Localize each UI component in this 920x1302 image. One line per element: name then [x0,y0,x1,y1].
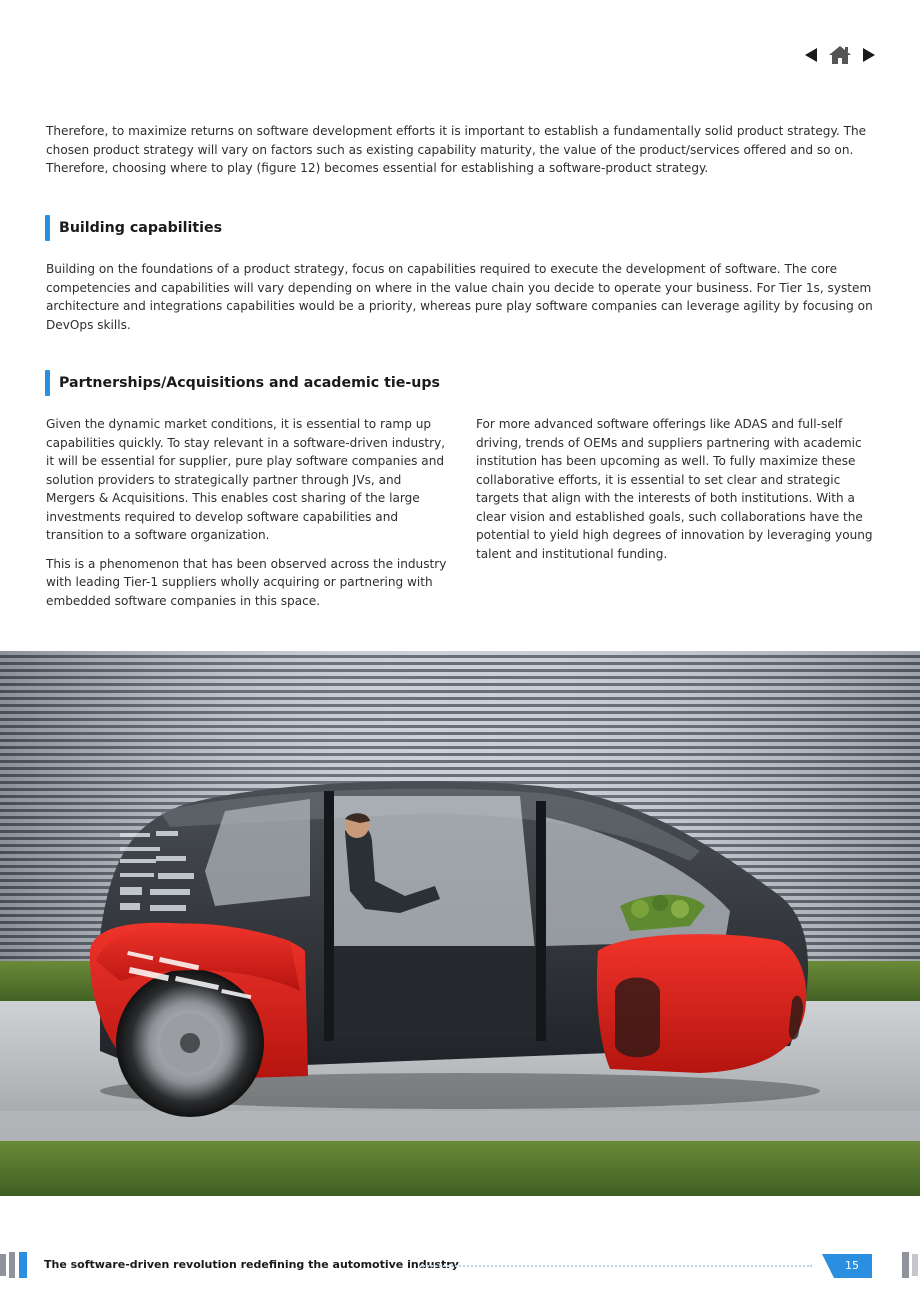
page-navigation [804,44,878,66]
building-paragraph: Building on the foundations of a product strategy, focus on capabilities required to execute the development of software. The core competencies and capabilities will vary depending on where in the value chain you decide to operate your business. For Tier 1s, system architecture and integrations capabilities would be a priority, whereas pure play software companies can leverage agility by focusing on DevOps skills. [46,262,873,332]
footer-title: The software-driven revolution redefining the automotive industry [44,1258,459,1271]
page-number-badge [822,1254,872,1278]
intro-paragraph: Therefore, to maximize returns on software development efforts it is important to establish a fundamentally solid product strategy. The chosen product strategy will vary on factors such as existing capability maturity, the value of the product/services offered and so on. Therefore, choosing where to play (figure 12) becomes essential for establishing a software-product strategy. [46,124,867,175]
page-number: 15 [845,1259,859,1272]
section-heading: Building capabilities [59,220,223,236]
home-icon[interactable] [828,44,852,66]
left-column [46,415,450,610]
section-heading: Partnerships/Acquisitions and academic tie-ups [59,375,440,391]
left-paragraph-2: This is a phenomenon that has been observed across the industry with leading Tier-1 suppliers wholly acquiring or partnering with embedded software companies in this space. [46,556,447,608]
heading-accent-bar [45,370,50,396]
heading-accent-bar [45,215,50,241]
right-column [476,415,880,563]
page-footer [0,1252,920,1278]
footer-bars-left-icon [0,1252,30,1278]
footer-dotted-rule [420,1265,812,1267]
footer-bars-right-icon [900,1252,920,1278]
right-paragraph-1: For more advanced software offerings like ADAS and full-self driving, trends of OEMs and suppliers partnering with academic institution has been upcoming as well. To fully maximize these collaborative efforts, it is essential to set clear and strategic targets that align with the interests of both institutions. With a clear vision and established goals, such collaborations have the potential to yield high degrees of innovation by leveraging young talent and institutional funding. [476,417,873,561]
left-paragraph-1: Given the dynamic market conditions, it is essential to ramp up capabilities quickly. To stay relevant in a software-driven industry, it will be essential for supplier, pure play software companies and solution providers to strategically partner through JVs, and Mergers & Acquisitions. This enables cost sharing of the large investments required to develop software capabilities and transition to a software organization. [46,417,446,542]
concept-car-photo [0,651,920,1196]
next-page-icon[interactable] [862,44,876,66]
previous-page-icon[interactable] [804,44,818,66]
